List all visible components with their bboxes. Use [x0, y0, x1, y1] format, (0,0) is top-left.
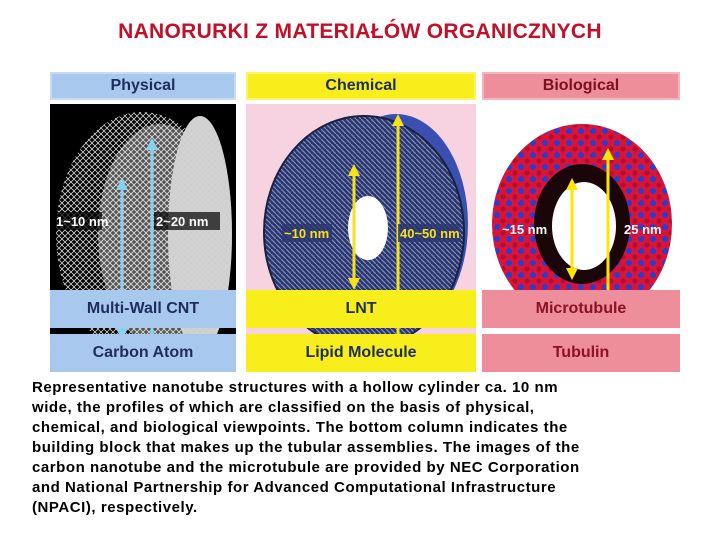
cnt-inner-diameter-label: 1~10 nm — [56, 214, 109, 229]
row-structure-biological: Microtubule — [482, 290, 680, 328]
row-building-block-biological: Tubulin — [482, 334, 680, 372]
row-structure-chemical: LNT — [246, 290, 476, 328]
lnt-inner-diameter-label: ~10 nm — [284, 226, 330, 241]
nanotube-figure — [50, 72, 680, 372]
slide-title: NANORURKI Z MATERIAŁÓW ORGANICZNYCH — [118, 20, 602, 43]
row-building-block-physical: Carbon Atom — [50, 334, 236, 372]
figure-caption: Representative nanotube structures with a hollow cylinder ca. 10 nm wide, the profiles of which are classified on the basis of physical, chemical, and biological viewpoints. The bottom column indicates the building block that makes up the tubular assemblies. The images of the carbon nanotube and the microtubule are provided by NEC Corporation and National Partnership for Advanced Computational Infrastructure (NPACI), respectively. — [32, 379, 580, 516]
lnt-outer-diameter-label: 40~50 nm — [400, 226, 460, 241]
mt-outer-diameter-label: 25 nm — [624, 222, 662, 237]
header-chemical: Chemical — [246, 72, 476, 100]
header-biological: Biological — [482, 72, 680, 100]
mt-inner-diameter-label: ~15 nm — [502, 222, 548, 237]
row-structure-physical: Multi-Wall CNT — [50, 290, 236, 328]
cnt-outer-diameter-label: 2~20 nm — [156, 214, 209, 229]
header-physical: Physical — [50, 72, 236, 100]
row-building-block-chemical: Lipid Molecule — [246, 334, 476, 372]
